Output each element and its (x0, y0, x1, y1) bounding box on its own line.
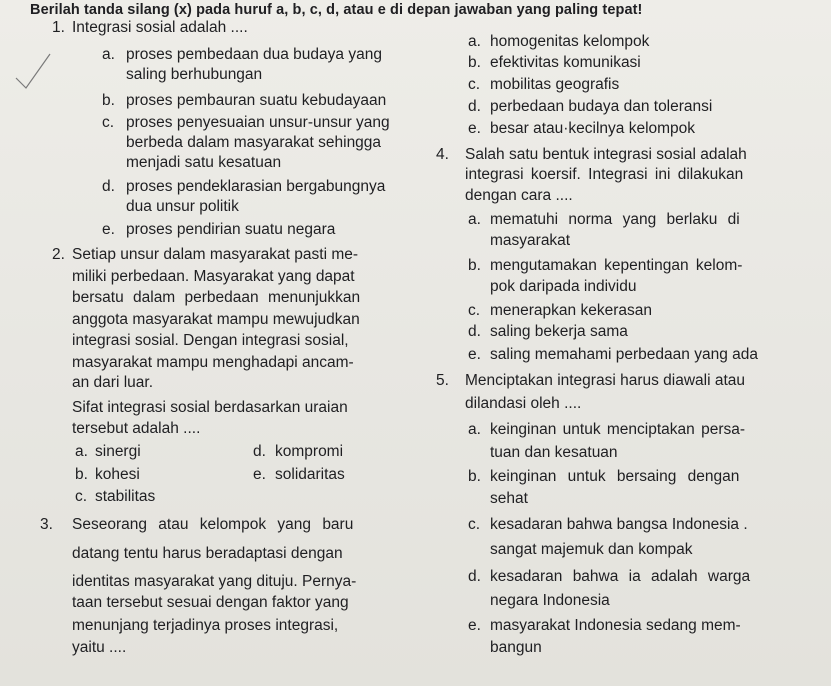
q4-option-letter: e. (468, 346, 481, 363)
q5-option-text: kesadaran bahwa ia adalah warga (490, 568, 751, 585)
q1-option-text: besar atau·kecilnya kelompok (490, 120, 696, 137)
q3-line: Seseorang atau kelompok yang baru (72, 516, 354, 533)
q2-line-text: Setiap unsur dalam masyarakat pasti me- (72, 246, 359, 263)
q2-line: masyarakat mampu menghadapi ancam- (72, 354, 354, 371)
q4-option-text: menerapkan kekerasan (490, 302, 652, 319)
q5-option-text: negara Indonesia (490, 592, 610, 609)
q4-line: integrasi koersif. Integrasi ini dilakukan (465, 166, 744, 183)
q1-option-letter: b. (468, 54, 481, 71)
q4-option-letter: d. (468, 323, 481, 340)
q1-option-letter: b. (102, 92, 115, 109)
q4-option-text: masyarakat (490, 232, 571, 249)
q1-option-text: berbeda dalam masyarakat sehingga (126, 134, 382, 151)
q3-number: 3. (40, 516, 53, 533)
q1-option-letter: d. (102, 178, 115, 195)
q2-option-letter: d. (253, 443, 266, 460)
q2-option-letter: a. (75, 443, 88, 460)
q1-option-text: mobilitas geografis (490, 76, 620, 93)
q3-line: taan tersebut sesuai dengan faktor yang (72, 594, 349, 611)
q1-option-text: proses pembedaan dua budaya yang (126, 46, 382, 63)
q2-option-letter: b. (75, 466, 88, 483)
q5-option-text: tuan dan kesatuan (490, 444, 618, 461)
q3-line: identitas masyarakat yang dituju. Pernya- (72, 573, 357, 590)
q2-line: an dari luar. (72, 374, 153, 391)
q1-option-text: proses penyesuaian unsur-unsur yang (126, 114, 390, 131)
q5-option-text: masyarakat Indonesia sedang mem- (490, 617, 741, 634)
q2-line: tersebut adalah .... (72, 420, 201, 437)
q4-option-letter: c. (468, 302, 481, 319)
q2-line: integrasi sosial. Dengan integrasi sosial, (72, 332, 349, 349)
q5-option-text: kesadaran bahwa bangsa Indonesia . (490, 516, 748, 533)
q4-number: 4. (436, 146, 449, 163)
q1-option-text: dua unsur politik (126, 198, 239, 215)
q5-option-text: sehat (490, 490, 528, 507)
q3-line: menunjang terjadinya proses integrasi, (72, 617, 339, 634)
q2-line: bersatu dalam perbedaan menunjukkan (72, 289, 361, 306)
q4-option-letter: a. (468, 211, 481, 228)
q2-line (72, 245, 410, 265)
q5-line: dilandasi oleh .... (465, 395, 582, 412)
q2-line: Sifat integrasi sosial berdasarkan uraian (72, 399, 348, 416)
q1-option-letter: e. (468, 120, 481, 137)
q4-option-text: mematuhi norma yang berlaku di (490, 211, 740, 228)
q2-line: anggota masyarakat mampu mewujudkan (72, 311, 360, 328)
q1-option-text: homogenitas kelompok (490, 33, 650, 50)
q1-question: Integrasi sosial adalah .... (72, 19, 248, 36)
q1-option-letter: d. (468, 98, 481, 115)
q5-option-letter: e. (468, 617, 481, 634)
q4-option-letter: b. (468, 257, 481, 274)
q2-number: 2. (52, 246, 65, 263)
q5-number: 5. (436, 372, 449, 389)
q5-option-letter: a. (468, 421, 481, 438)
q1-option-letter: e. (102, 221, 115, 238)
q1-option-text: proses pembauran suatu kebudayaan (126, 92, 387, 109)
q5-option-letter: d. (468, 568, 481, 585)
q5-option-text: sangat majemuk dan kompak (490, 541, 693, 558)
q4-option-text: pok daripada individu (490, 278, 637, 295)
q1-option-letter: a. (468, 33, 481, 50)
instruction-header: Berilah tanda silang (x) pada huruf a, b, c, d, atau e di depan jawaban yang paling tepat! (30, 2, 643, 18)
q1-option-letter: c. (102, 114, 115, 131)
q1-option-text: efektivitas komunikasi (490, 54, 641, 71)
q2-option-text: solidaritas (275, 466, 345, 483)
pencil-check-mark-icon (14, 52, 54, 92)
q3-line: yaitu .... (72, 639, 127, 656)
q2-option-text: kohesi (95, 466, 140, 483)
q2-line: miliki perbedaan. Masyarakat yang dapat (72, 268, 355, 285)
q1-number: 1. (52, 19, 65, 36)
q4-option-text: saling bekerja sama (490, 323, 628, 340)
q2-option-letter: c. (75, 488, 88, 505)
q2-option-letter: e. (253, 466, 266, 483)
q1-option-text: perbedaan budaya dan toleransi (490, 98, 713, 115)
q5-option-text: keinginan untuk menciptakan persa- (490, 421, 746, 438)
q5-option-text: keinginan untuk bersaing dengan (490, 468, 740, 485)
q4-line: Salah satu bentuk integrasi sosial adalah (465, 146, 747, 163)
q4-line: dengan cara .... (465, 187, 573, 204)
q2-option-text: sinergi (95, 443, 141, 460)
q4-option-text: saling memahami perbedaan yang ada (490, 346, 758, 363)
q5-option-letter: b. (468, 468, 481, 485)
q1-option-text: menjadi satu kesatuan (126, 154, 282, 171)
q5-option-text: bangun (490, 639, 542, 656)
q5-line: Menciptakan integrasi harus diawali atau (465, 372, 746, 389)
q4-option-text: mengutamakan kepentingan kelom- (490, 257, 743, 274)
q1-option-letter: a. (102, 46, 115, 63)
q2-option-text: stabilitas (95, 488, 156, 505)
q2-option-text: kompromi (275, 443, 344, 460)
q1-option-letter: c. (468, 76, 481, 93)
q5-option-letter: c. (468, 516, 481, 533)
q3-line: datang tentu harus beradaptasi dengan (72, 545, 343, 562)
q1-option-text: proses pendirian suatu negara (126, 221, 336, 238)
q1-option-text: saling berhubungan (126, 66, 263, 83)
q1-option-text: proses pendeklarasian bergabungnya (126, 178, 386, 195)
